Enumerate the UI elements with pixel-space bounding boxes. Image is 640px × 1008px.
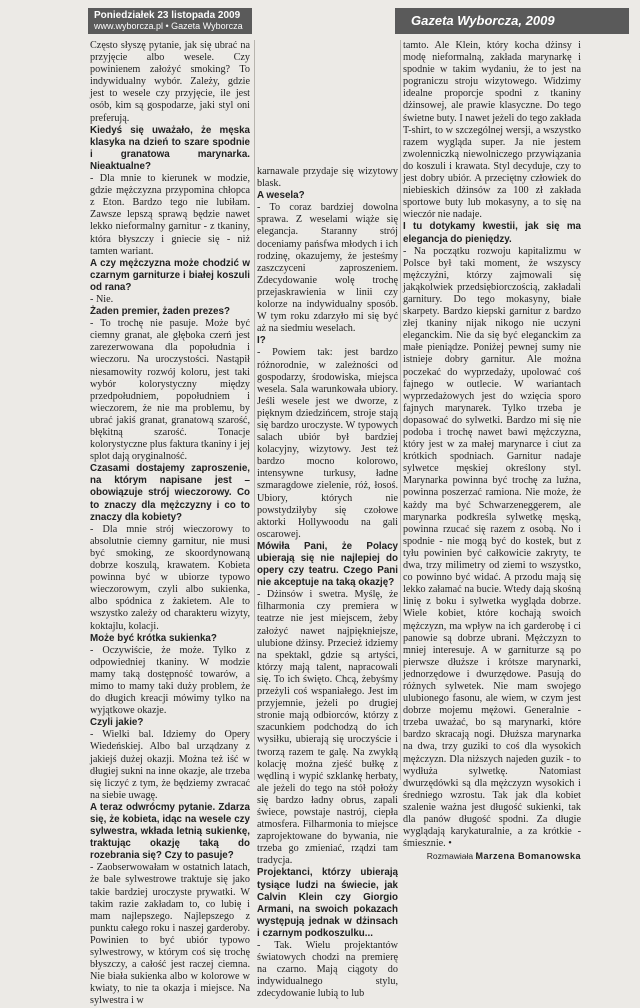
- answer-paragraph: - Nie.: [90, 293, 114, 305]
- source-line: www.wyborcza.pl • Gazeta Wyborcza: [94, 21, 243, 31]
- answer-paragraph: - Dla mnie strój wieczorowy to absolutnie ciemny garnitur, nie musi być smoking, ze skoordynowaną dobrze koszulą, krawatem. Kobieta powinna być w ubiorze typowo wieczorowym, czyli albo sukienka, albo spódnica z żakietem. Ale to wszystko zależy od charakteru wizyty, koktajlu, kolacji.: [90, 523, 250, 632]
- answer-paragraph: - To trochę nie pasuje. Może być ciemny granat, ale głęboka czerń jest zarezerwowana dla popołudnia i wieczoru. Na uroczystości. Nastąpił niesamowity rozwój koloru, jest taki wybór kolorystyczny między przedpołudniem, popołudniem i wieczorem, że nie ma problemu, by ubrać jakiś granat, granatową szarość, błękitną szarość. Tonacje kolorystyczne plus faktura tkaniny i jej splot dają oryginalność.: [90, 318, 250, 463]
- answer-paragraph: tamto. Ale Klein, który kocha dżinsy i modę nieformalną, zakłada marynarkę i spodnie w takim wydaniu, że to jest na pograniczu stroju wizytowego. Widzimy idealne proporcje spodni z tkaniny dżinsowej, ale prawie klasyczne. Do tego świetne buty. I nawet jeżeli do tego zakłada T-shirt, to w szczególnej wersji, a wszystko razem wygląda super. Ja nie jestem zwolenniczką niewolniczego przywiązania do koszuli i krawata. Styl decyduje, czy to jest dobry ubiór. A przeciętny człowiek do niebieskich dżinsów za 100 zł zakłada sportowe buty lub mokasyny, a to się na wieczór nie nadaje.: [403, 40, 581, 221]
- answer-paragraph: - Wielki bal. Idziemy do Opery Wiedeńskiej. Albo bal urządzany z jakiejś dużej okazji. Można też iść w długiej sukni na inne okazje, ale trzeba się liczyć z tym, że będziemy zwracać na siebie uwagę.: [90, 729, 250, 801]
- issue-date: Poniedziałek 23 listopada 2009: [94, 10, 241, 21]
- question-heading: Projektanci, którzy ubierają tysiące ludzi na świecie, jak Calvin Klein czy Giorgio Armani, na swoich pokazach występują jednak w dżinsach i czarnym podkoszulku...: [257, 867, 398, 939]
- author-name: Marzena Bomanowska: [475, 851, 581, 862]
- question-heading: Może być krótka sukienka?: [90, 632, 217, 644]
- answer-paragraph: - To coraz bardziej dowolna sprawa. Z weselami wiąże się elegancja. Staranny strój doceniamy pańsfwa młodych i ich rodzinę, okazujemy, że jesteśmy zaszczyceni zaproszeniem. Zdecydowanie wolę trochę przejaskrawienia w linii czy kolorze na indywidualny sposób. W tym roku zdarzyło mi się być aż na siedmiu weselach.: [257, 202, 398, 335]
- article-column-2: [257, 166, 398, 1000]
- question-heading: A czy mężczyzna może chodzić w czarnym garniturze i białej koszuli od rana?: [90, 257, 250, 293]
- answer-paragraph: - Oczywiście, że może. Tylko z odpowiedniej tkaniny. W modzie mamy taką dostępność towarów, a mimo to mamy taki duży problem, że do długich kreacji mówimy tylko na wyjątkowe okazje.: [90, 644, 250, 717]
- question-heading: I tu dotykamy kwestii, jak się ma elegancja do pieniędzy.: [403, 221, 581, 245]
- article-column-3: [403, 40, 581, 862]
- question-heading: Mówiła Pani, że Polacy ubierają się nie najlepiej do opery czy teatru. Czego Pani nie akceptuje na taką okazję?: [257, 540, 398, 589]
- question-heading: A wesela?: [257, 190, 305, 202]
- question-heading: A teraz odwrócmy pytanie. Zdarza się, że kobieta, idąc na wesele czy sylwestra, wkłada letnią sukienkę, traktując okazję taką do rozebrania się? Czy to pasuje?: [90, 801, 250, 862]
- author-credit: [403, 850, 581, 862]
- answer-paragraph: Często słyszę pytanie, jak się ubrać na przyjęcie albo wesele. Czy powinienem założyć smoking? To indywidualny wybór. Zależy, gdzie jest to wesele czy przyjęcie, ile jest osób, kim są gospodarze, jaki styl oni preferują.: [90, 40, 250, 124]
- credit-prefix: Rozmawiała: [426, 851, 474, 862]
- answer-paragraph: karnawale przydaje się wizytowy blask.: [257, 166, 398, 190]
- answer-paragraph: - Dla mnie to kierunek w modzie, gdzie mężczyzna przypomina chłopca z Eton. Bardzo tego nie lubiłam. Zawsze lepszą sprawą będzie nawet lekko nieformalny garnitur - z tkaniny, która błyszczy i gniecie się - niż tamten wariant.: [90, 173, 250, 257]
- question-heading: I?: [257, 335, 266, 347]
- answer-paragraph: - Tak. Wielu projektantów światowych chodzi na premierę na czarno. Mają ciągoty do indywidualnego stylu, zdecydowanie lubią to lub: [257, 940, 398, 1000]
- answer-paragraph: - Na początku rozwoju kapitalizmu w Polsce był taki moment, że wszyscy mężczyźni, którzy zajmowali się jakąkolwiek przedsiębiorczością, zakładali garnitury. Do tego mokasyny, białe skarpety. Bardzo kiepski garnitur z bardzo złej tkaniny nijak nikogo nie uczyni eleganckim. Nie da się być eleganckim za małe pieniądze. Poniżej pewnej sumy nie istnieje dobry garnitur. Ale można poczekać do wyprzedaży, upolować coś fajnego w outlecie. W wariantach wyprzedażowych jest do wzięcia sporo fajnych marynarek. Tylko trzeba je dopasować do sylwetki. Bardzo mi się nie podoba i trochę nawet bawi mężczyzna, który jest w za małej marynarce i ciut za krótkich spodniach. Garnitur nadaje sylwetce męskiej określony styl. Marynarka powinna być trochę za luźna, powinna poszerzać ramiona. Nie może, że każdy ma być Schwarzeneggerem, ale marynarka podkreśla sylwetkę męską, powinna rzucać się razem z osobą. No i spodnie - nie mogą być do kostek, but z tyłu powinien być całkowicie zakryty, te dwa, trzy milimetry od ziemi to wszystko, co powinno być widać. A przodu mają się lekko załamać na bucie. Wtedy dają skośną linię z boku i sylwetka wygląda dobrze. Wiele kobiet, które kochają swoich mężczyzn, ma wpływ na ich garderobę i ci panowie są dobrze ubrani. Mężczyzn to mniej interesuje. A w garniturze są po pierwsze dłuższe i krótsze marynarki, jednorzędowe i dwurzędowe. Pasują do różnych sylwetek. Nie mam swojego ulubionego fasonu, ale wiem, w czym jest dobrze mojemu mężowi. Generalnie - trzeba uważać, bo są marynarki, które bardzo skracają nogi. Dłuższa marynarka na dwa, trzy guziki to coś dla wysokich mężczyzn. Dla niższych najeden guzik - to wydłuża sylwetkę. Natomiast dwurzędówki są dla mężczyzn wysokich i średniego wzrostu. Tak jak dla kobiet szalenie ważna jest długość sukienki, tak dla panów długość spodni. Za długie wyglądają karykaturalnie, a za krótkie - śmiesznie. •: [403, 245, 581, 850]
- column-rule: [400, 40, 401, 780]
- article-column-1: [90, 40, 250, 1007]
- answer-paragraph: - Dżinsów i swetra. Myślę, że filharmonia czy premiera w teatrze nie jest miejscem, żeby założyć nawet najpiękniejsze, ulubione dżinsy. Przecież idziemy na spektakl, gdzie są artyści, którzy mają talent, napracowali się. To ich święto. Chcą, żebyśmy przeżyli coś wspaniałego. Jest im przyjemnie, jeżeli po drugiej stronie mają odbiorców, którzy z szacunkiem podchodzą do ich wysiłku, ubierają się uroczyście i tworzą razem te galę. Na zwykłą kolację można zjeść bułkę z wędliną i wypić szklankę herbaty, ale jeżeli do tego na stół położy się bardzo ładny obrus, zapali świece, powstaje nastrój, ciepła atmosfera. Filharmonia to miejsce zaprojektowane do bywania, nie trzeba go zmieniać, rządzi tam tradycja.: [257, 589, 398, 867]
- question-heading: Kiedyś się uważało, że męska klasyka na dzień to szare spodnie i granatowa marynarka. Nieaktualne?: [90, 124, 250, 172]
- date-strip: [88, 8, 252, 34]
- question-heading: Żaden premier, żaden prezes?: [90, 306, 230, 318]
- paper-strip: Gazeta Wyborcza, 2009: [395, 8, 629, 34]
- question-heading: Czyli jakie?: [90, 717, 144, 729]
- question-heading: Czasami dostajemy zaproszenie, na którym napisane jest – obowiązuje strój wieczorowy. Co to znaczy dla mężczyzny i co to znaczy dla kobiety?: [90, 463, 250, 523]
- answer-paragraph: - Powiem tak: jest bardzo różnorodnie, w zależności od gospodarzy, środowiska, miejsca wesela. Sala warunkowała ubiory. Jeśli wesele jest we dworze, z pięknym dziedzińcem, stroje stają się bardzo uroczyste. W typowych salach ubiór był bardziej kolacyjny, wizytowy. Jest też bardzo mocno kolorowo, intensywne turkusy, ładne szmaragdowe zielenie, róż, łosoś. Ubiory, których nie powstydziłyby się czołowe aktorki Hollywoodu na gali oscarowej.: [257, 347, 398, 540]
- answer-paragraph: - Zaobserwowałam w ostatnich latach, że bale sylwestrowe traktuje się jako takie bardziej uroczyste prywatki. W takim razie zakładam to, co lubię i mam najlepszego. Najlepszego z punktu całego roku i naszej garderoby. Powinien to być ubiór typowo sylwestrowy, w którym coś się trochę błyszczy, a całość jest raczej ciemna. Nie biała sukienka albo w kolorowe w kwiaty, to nie ta okazja i miejsce. Na sylwestra i w: [90, 862, 250, 1007]
- column-rule: [254, 40, 255, 780]
